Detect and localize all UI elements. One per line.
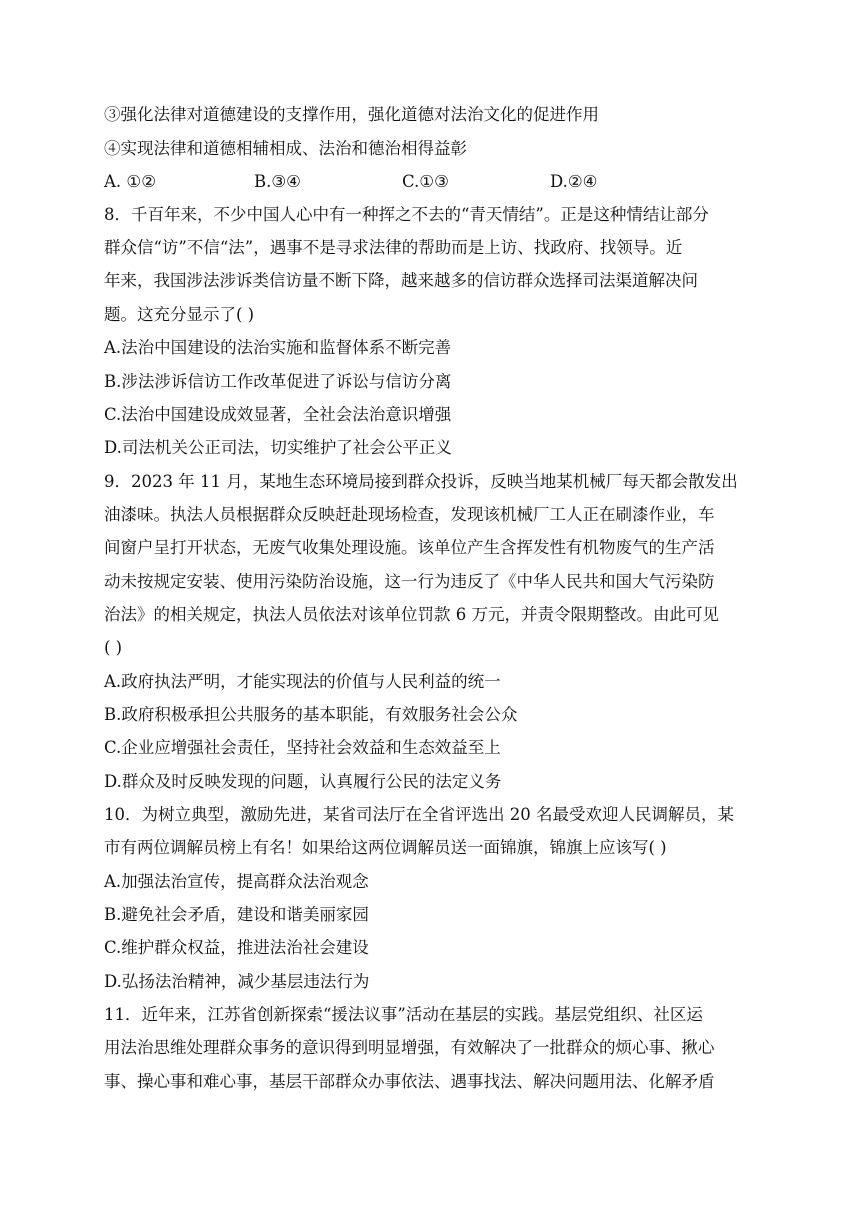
q9-stem-line: ( ) [104,638,123,657]
q8-stem-line: 群众信“访”不信“法”，遇事不是寻求法律的帮助而是上访、找政府、找领导。近 [104,238,683,257]
q8-option-b: B.涉法涉诉信访工作改革促进了诉讼与信访分离 [104,372,452,391]
q10-stem-line: 10．为树立典型，激励先进，某省司法厅在全省评选出 20 名最受欢迎人民调解员，某 [104,805,734,824]
q10-option-b: B.避免社会矛盾，建设和谐美丽家园 [104,905,369,924]
q11-stem-line: 用法治思维处理群众事务的意识得到明显增强，有效解决了一批群众的烦心事、揪心 [104,1038,715,1057]
q7-option-a: A. ①② [104,172,156,191]
q8-stem-line: 题。这充分显示了( ) [104,305,255,324]
q10-option-a: A.加强法治宣传，提高群众法治观念 [104,872,369,891]
q8-option-c: C.法治中国建设成效显著，全社会法治意识增强 [104,405,452,424]
q10-option-c: C.维护群众权益，推进法治社会建设 [104,938,369,957]
q9-stem-line: 动未按规定安装、使用污染防治设施，这一行为违反了《中华人民共和国大气污染防 [104,572,715,591]
q11-stem-line: 事、操心事和难心事，基层干部群众办事依法、遇事找法、解决问题用法、化解矛盾 [104,1072,715,1091]
q7-statement-4: ④实现法律和道德相辅相成、法治和德治相得益彰 [104,139,467,158]
q7-option-c: C.①③ [402,172,449,191]
q9-stem-line: 间窗户呈打开状态，无废气收集处理设施。该单位产生含挥发性有机物废气的生产活 [104,538,715,557]
q9-option-a: A.政府执法严明，才能实现法的价值与人民利益的统一 [104,672,501,691]
q10-option-d: D.弘扬法治精神，减少基层违法行为 [104,972,370,991]
q9-option-d: D.群众及时反映发现的问题，认真履行公民的法定义务 [104,772,502,791]
q7-options [104,172,764,192]
q9-stem-line: 9．2023 年 11 月，某地生态环境局接到群众投诉，反映当地某机械厂每天都会散发出 [104,472,738,491]
q7-option-d: D.②④ [550,172,598,191]
q9-option-c: C.企业应增强社会责任，坚持社会效益和生态效益至上 [104,738,501,757]
q8-option-a: A.法治中国建设的法治实施和监督体系不断完善 [104,338,452,357]
q9-stem-line: 治法》的相关规定，执法人员依法对该单位罚款 6 万元，并责令限期整改。由此可见 [104,605,719,624]
q11-stem-line: 11．近年来，江苏省创新探索“援法议事”活动在基层的实践。基层党组织、社区运 [104,1005,703,1024]
q7-statement-3: ③强化法律对道德建设的支撑作用，强化道德对法治文化的促进作用 [104,105,599,124]
q7-option-b: B.③④ [254,172,301,191]
q8-stem-line: 8．千百年来，不少中国人心中有一种挥之不去的“青天情结”。正是这种情结让部分 [104,205,709,224]
q10-stem-line: 市有两位调解员榜上有名！如果给这两位调解员送一面锦旗，锦旗上应该写( ) [104,838,667,857]
q8-stem-line: 年来，我国涉法涉诉类信访量不断下降，越来越多的信访群众选择司法渠道解决问 [104,271,698,290]
q8-option-d: D.司法机关公正司法，切实维护了社会公平正义 [104,438,452,457]
q9-option-b: B.政府积极承担公共服务的基本职能，有效服务社会公众 [104,705,518,724]
q9-stem-line: 油漆味。执法人员根据群众反映赶赴现场检查，发现该机械厂工人正在刷漆作业，车 [104,505,715,524]
